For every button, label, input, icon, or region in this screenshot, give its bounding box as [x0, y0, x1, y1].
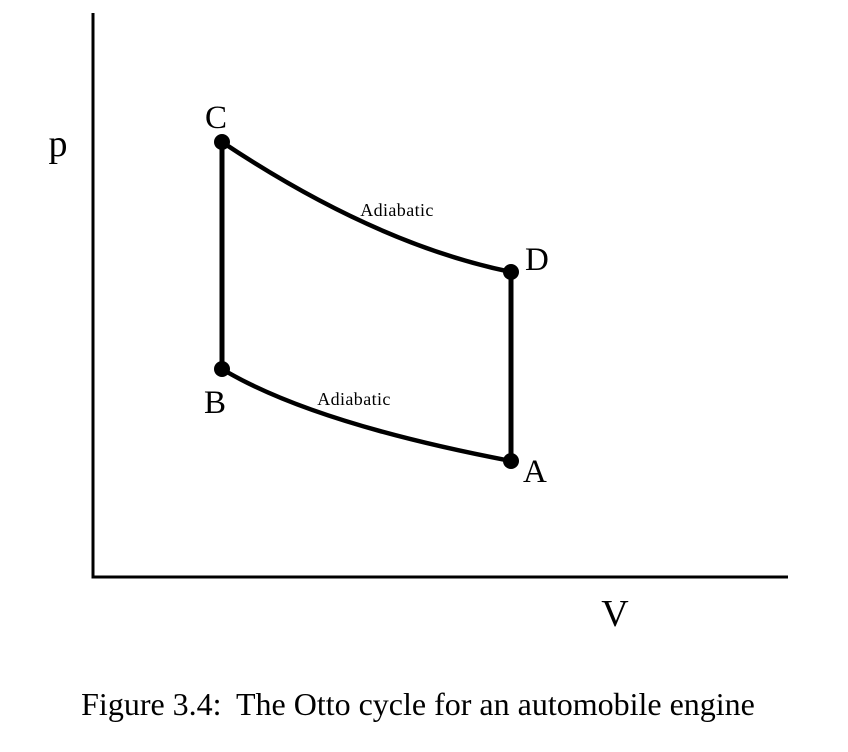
figure-caption-text: The Otto cycle for an automobile engine — [235, 686, 755, 722]
figure-caption — [0, 686, 836, 723]
adiabatic-label-lower: Adiabatic — [317, 389, 391, 409]
y-axis-label: p — [48, 123, 68, 165]
axes — [93, 13, 788, 577]
point-dot-c — [214, 134, 230, 150]
point-dot-d — [503, 264, 519, 280]
figure-caption-number: Figure 3.4: — [81, 686, 222, 722]
adiabatic-label-upper: Adiabatic — [360, 200, 434, 220]
point-label-d: D — [525, 242, 549, 278]
point-label-b: B — [203, 385, 227, 421]
adiabatic-curve-ba — [222, 369, 511, 461]
x-axis-label: V — [601, 593, 629, 635]
point-dot-a — [503, 453, 519, 469]
point-label-a: A — [523, 454, 547, 490]
point-label-c: C — [204, 100, 228, 136]
point-dot-b — [214, 361, 230, 377]
